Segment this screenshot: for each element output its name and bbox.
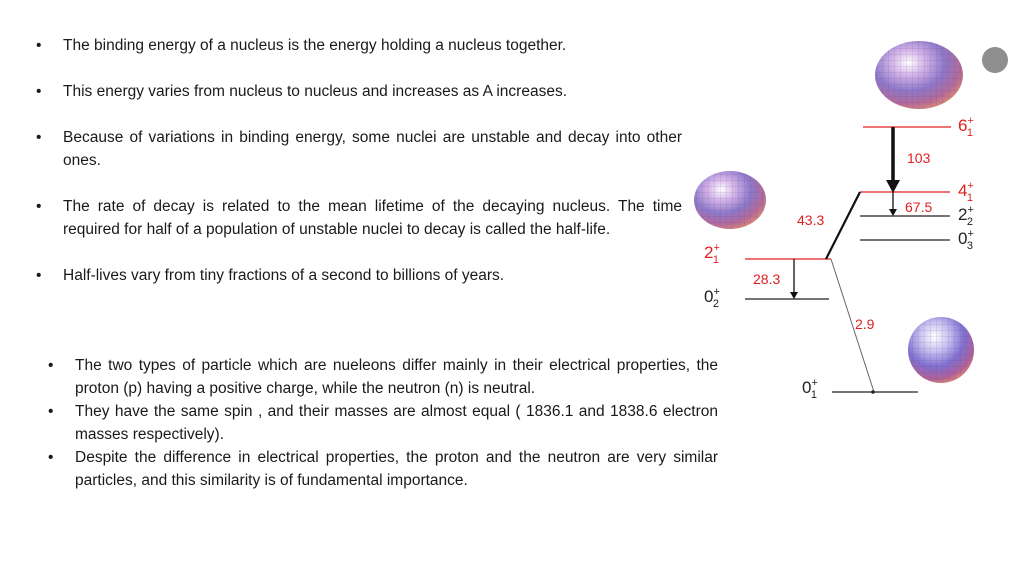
- energy-label-28-3: 28.3: [753, 271, 781, 287]
- level-parity: +: [967, 228, 974, 240]
- level-index: 1: [966, 127, 974, 139]
- top-bullet-list: [36, 34, 682, 310]
- nuclear-level-diagram: [690, 40, 1024, 420]
- level-parity: +: [967, 115, 974, 127]
- level-label-0plus2: [704, 286, 720, 310]
- level-index: 3: [966, 240, 974, 252]
- bullet-marker: •: [48, 449, 54, 466]
- bullet-text: This energy varies from nucleus to nucleus and increases as A increases.: [63, 83, 568, 100]
- bullet-text: The rate of decay is related to the mean lifetime of the decaying nucleus. The time required for half of a population of unstable nuclei to decay is called the half-life.: [63, 198, 682, 238]
- level-spin: 2: [958, 205, 968, 224]
- list-item: [36, 34, 682, 57]
- bullet-text: The binding energy of a nucleus is the energy holding a nucleus together.: [63, 37, 567, 54]
- list-item: [36, 264, 682, 287]
- energy-label-2-9: 2.9: [855, 316, 875, 332]
- list-item: [48, 400, 718, 446]
- level-label-6plus1: [958, 115, 974, 139]
- energy-label-103: 103: [907, 150, 931, 166]
- level-index: 1: [966, 192, 974, 204]
- level-index: 1: [810, 389, 818, 401]
- transition-line-43-3: [826, 192, 860, 259]
- level-label-4plus1: [958, 180, 974, 204]
- level-spin: 6: [958, 116, 968, 135]
- prolate-nucleus-top: [875, 41, 963, 109]
- level-spin: 2: [704, 243, 714, 262]
- bullet-marker: •: [36, 37, 42, 54]
- bottom-bullet-list: [48, 354, 718, 492]
- list-item: [36, 195, 682, 241]
- energy-label-67-5: 67.5: [905, 199, 933, 215]
- prolate-nucleus-middle: [694, 171, 766, 229]
- level-spin: 0: [958, 229, 968, 248]
- level-index: 1: [712, 254, 720, 266]
- bullet-text: They have the same spin , and their masses are almost equal ( 1836.1 and 1838.6 electron masses respectively).: [75, 403, 718, 443]
- level-parity: +: [713, 242, 720, 254]
- bullet-marker: •: [36, 267, 42, 284]
- bullet-marker: •: [36, 198, 42, 215]
- list-item: [36, 126, 682, 172]
- bullet-text: The two types of particle which are nueleons differ mainly in their electrical properties, the proton (p) having a positive charge, while the neutron (n) is neutral.: [75, 357, 718, 397]
- bullet-marker: •: [36, 83, 42, 100]
- bullet-marker: •: [36, 129, 42, 146]
- bullet-text: Half-lives vary from tiny fractions of a second to billions of years.: [63, 267, 505, 284]
- level-spin: 0: [802, 378, 812, 397]
- level-spin: 4: [958, 181, 968, 200]
- level-label-2plus2: [958, 204, 974, 228]
- level-scheme-svg: [690, 40, 1024, 420]
- level-parity: +: [713, 286, 720, 298]
- bullet-text: Despite the difference in electrical properties, the proton and the neutron are very similar particles, and this similarity is of fundamental importance.: [75, 449, 718, 489]
- level-spin: 0: [704, 287, 714, 306]
- level-parity: +: [967, 204, 974, 216]
- level-index: 2: [712, 298, 720, 310]
- transition-arrow-28-3: [790, 259, 798, 299]
- spherical-nucleus-bottom: [908, 317, 974, 383]
- level-label-2plus1: [704, 242, 720, 266]
- bullet-marker: •: [48, 403, 54, 420]
- energy-label-43-3: 43.3: [797, 212, 825, 228]
- level-parity: +: [967, 180, 974, 192]
- list-item: [48, 446, 718, 492]
- bullet-text: Because of variations in binding energy, some nuclei are unstable and decay into other ones.: [63, 129, 682, 169]
- list-item: [48, 354, 718, 400]
- level-parity: +: [811, 377, 818, 389]
- bullet-marker: •: [48, 357, 54, 374]
- level-index: 2: [966, 216, 974, 228]
- level-label-0plus3: [958, 228, 974, 252]
- transition-arrow-103: [886, 127, 900, 193]
- transition-arrow-67-5: [889, 192, 897, 216]
- level-label-0plus1: [802, 377, 818, 401]
- list-item: [36, 80, 682, 103]
